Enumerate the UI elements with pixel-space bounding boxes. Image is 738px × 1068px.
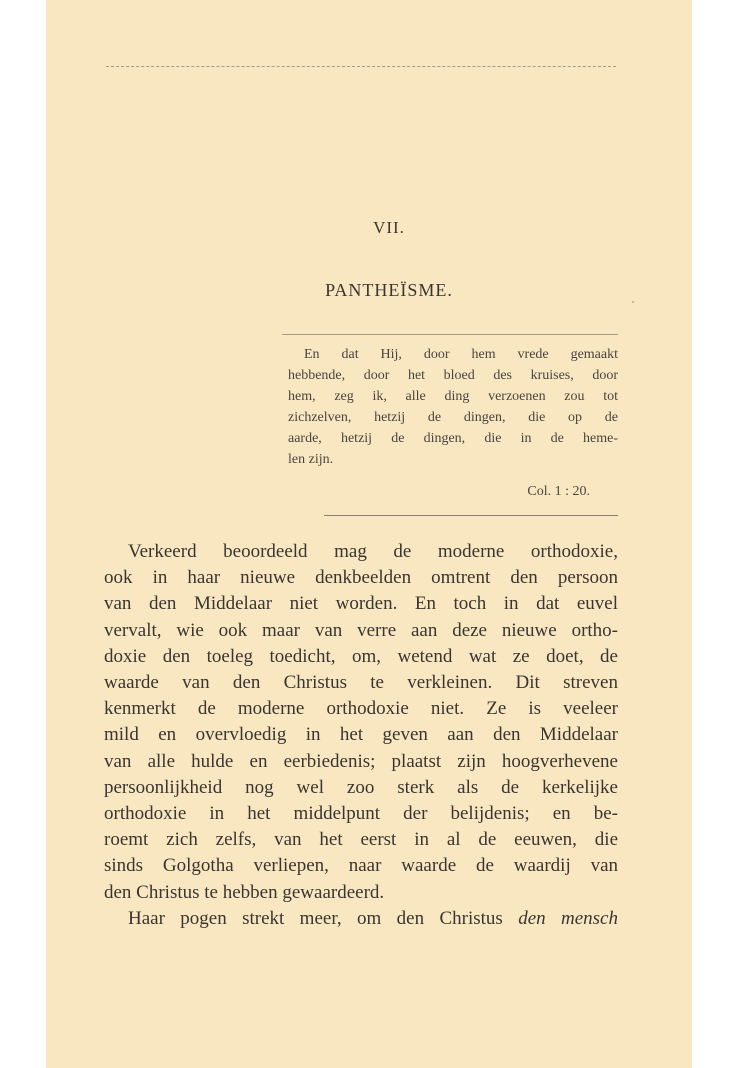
motto-line: En dat Hij, door hem vrede gemaakt <box>304 347 618 362</box>
chapter-title: PANTHEÏSME. <box>325 280 453 300</box>
motto-line: len zijn. <box>288 452 334 467</box>
text-line: Verkeerd beoordeeld mag de moderne orthodoxie, <box>128 541 618 562</box>
text-line: van den Middelaar niet worden. En toch in dat euvel <box>104 593 618 615</box>
text-line: vervalt, wie ook maar van verre aan deze nieuwe ortho- <box>104 619 618 641</box>
motto-line: hem, zeg ik, alle ding verzoenen zou tot <box>288 389 618 404</box>
header-rule <box>106 66 616 67</box>
motto-quote <box>288 344 618 470</box>
chapter-number: VII. <box>373 218 405 237</box>
motto-reference: Col. 1 : 20. <box>527 484 590 499</box>
text-line: sinds Golgotha verliepen, naar waarde de waardij van <box>104 855 618 877</box>
text-line-paragraph2 <box>104 906 618 932</box>
text-line: kenmerkt de moderne orthodoxie niet. Ze is veeleer <box>104 698 618 720</box>
text-line: ook in haar nieuwe denkbeelden omtrent den persoon <box>104 567 618 589</box>
text-line: orthodoxie in het middelpunt der belijdenis; en be- <box>104 803 618 825</box>
motto-top-rule <box>282 334 618 335</box>
book-page <box>46 0 692 1068</box>
text-line: doxie den toeleg toedicht, om, wetend wat ze doet, de <box>104 645 618 667</box>
motto-line: zichzelven, hetzij de dingen, die op de <box>288 410 618 425</box>
paragraph2-text: Haar pogen strekt meer, om den Christus <box>128 907 503 929</box>
body-text <box>104 539 618 932</box>
text-line: van alle hulde en eerbiedenis; plaatst zijn hoogverhevene <box>104 750 618 772</box>
motto-bottom-rule <box>324 515 618 516</box>
paragraph2-italic: den mensch <box>518 907 618 929</box>
motto-line: aarde, hetzij de dingen, die in de heme- <box>288 431 618 446</box>
text-line: roemt zich zelfs, van het eerst in al de eeuwen, die <box>104 829 618 851</box>
text-line: persoonlijkheid nog wel zoo sterk als de kerkelijke <box>104 776 618 798</box>
motto-line: hebbende, door het bloed des kruises, door <box>288 368 618 383</box>
text-line: waarde van den Christus te verkleinen. Dit streven <box>104 672 618 694</box>
text-line: den Christus te hebben gewaardeerd. <box>104 881 385 903</box>
text-line: mild en overvloedig in het geven aan den Middelaar <box>104 724 618 746</box>
paper-speck <box>632 301 634 303</box>
